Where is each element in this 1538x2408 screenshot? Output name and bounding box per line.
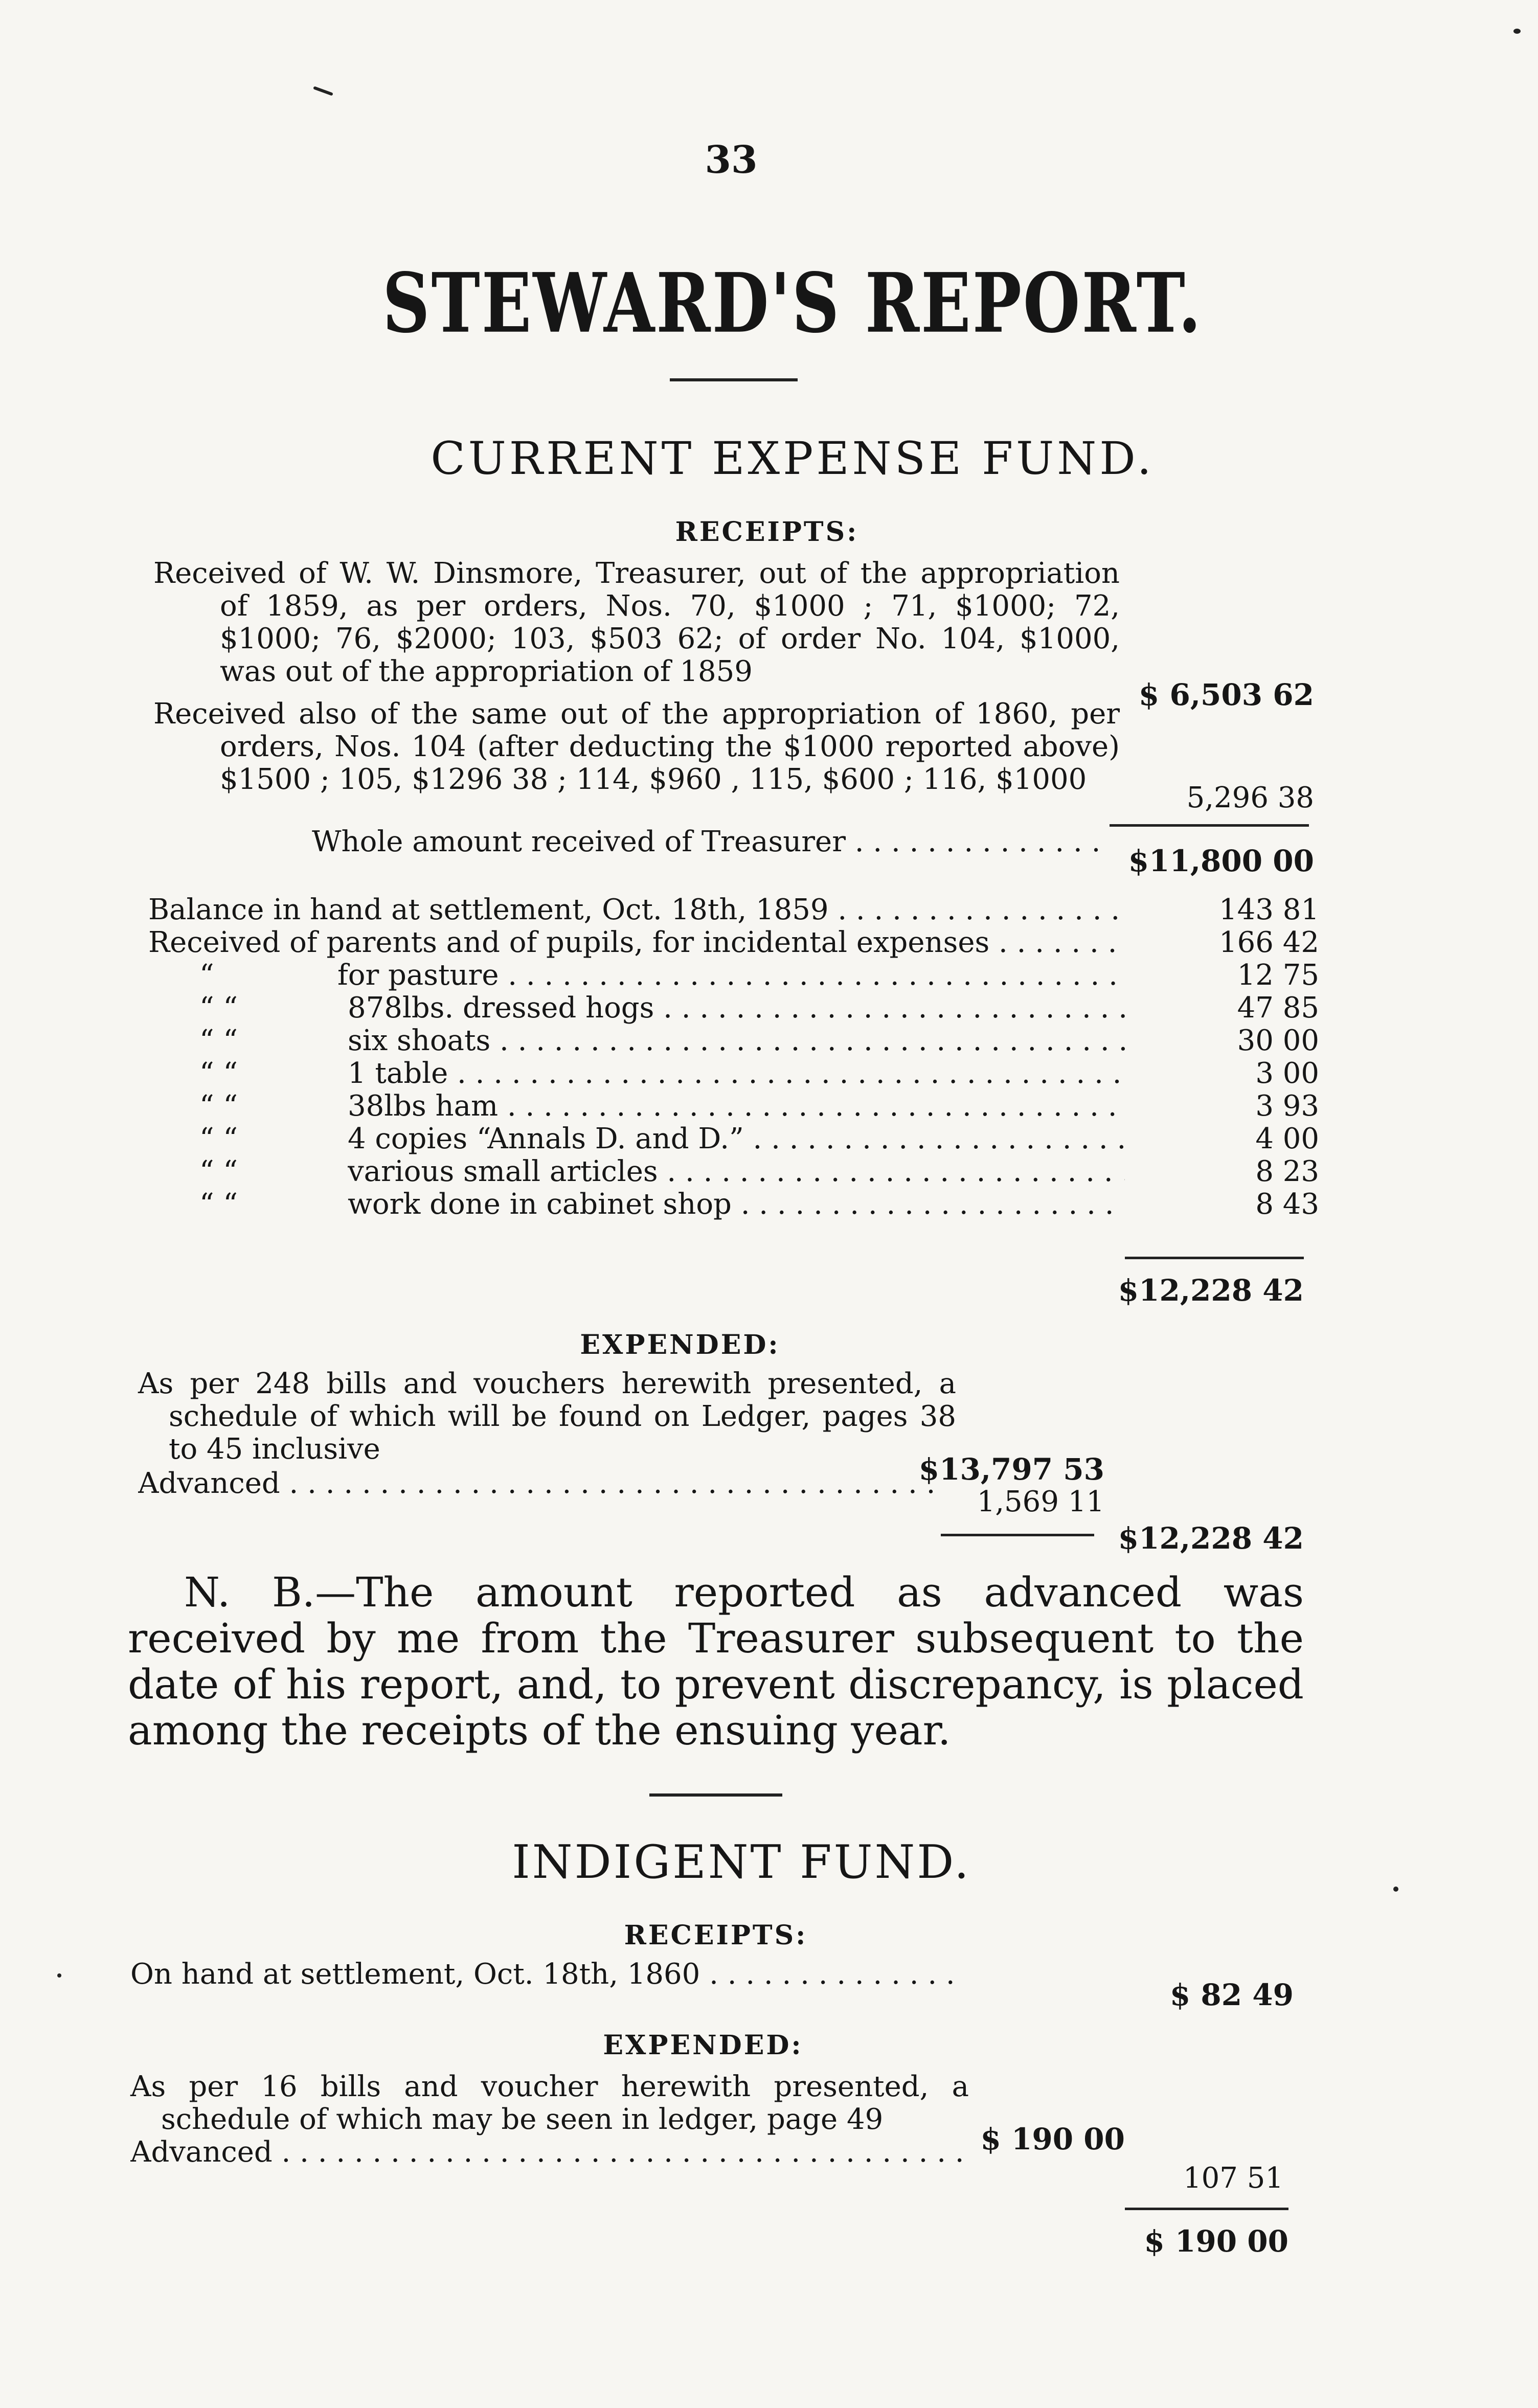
ditto-mark: “ “ bbox=[199, 1089, 238, 1123]
list-item-amount: 12 75 bbox=[1237, 959, 1319, 992]
list-item bbox=[148, 1155, 1319, 1188]
ditto-mark: “ “ bbox=[199, 991, 238, 1025]
page-number: 33 bbox=[705, 138, 758, 182]
list-item bbox=[148, 926, 1319, 959]
list-item bbox=[148, 1188, 1319, 1221]
ditto-mark: “ “ bbox=[199, 1188, 238, 1221]
scan-speck bbox=[57, 1973, 61, 1978]
list-item-amount: 166 42 bbox=[1219, 926, 1319, 959]
advanced-amount: 1,569 11 bbox=[977, 1485, 1104, 1518]
list-item-amount: 47 85 bbox=[1237, 991, 1319, 1025]
note-paragraph: N. B.—The amount reported as advanced was received by me from the Treasurer subsequent to the date of his report, and, to prevent discrepancy, is placed among the receipts of the ensuing year. bbox=[128, 1569, 1304, 1754]
other-receipts-list bbox=[148, 894, 1319, 1221]
receipt-entry-2 bbox=[153, 698, 1120, 796]
subtotal-rule-2 bbox=[1125, 1257, 1304, 1259]
list-item-label: 38lbs ham . . . bbox=[348, 1090, 1125, 1123]
advanced-label: Advanced . . . bbox=[138, 1467, 936, 1500]
list-item-amount: 3 93 bbox=[1255, 1089, 1319, 1123]
expended-entry bbox=[138, 1368, 956, 1466]
expended-rule bbox=[941, 1534, 1094, 1536]
title-rule bbox=[670, 378, 798, 381]
indigent-fund-heading: INDIGENT FUND. bbox=[512, 1835, 971, 1889]
expended-entry-text: As per 248 bills and vouchers herewith presented, a schedule of which will be found on Ledger, pages 38 to 45 inclusive bbox=[138, 1367, 956, 1466]
whole-amount-row bbox=[312, 826, 1110, 858]
list-item bbox=[148, 1123, 1319, 1155]
whole-amount-label: Whole amount received of Treasurer . . . bbox=[312, 826, 1110, 858]
list-item-amount: 3 00 bbox=[1255, 1057, 1319, 1090]
list-item-label: various small articles . . . bbox=[348, 1155, 1125, 1188]
advanced-row bbox=[138, 1467, 936, 1500]
list-item-amount: 30 00 bbox=[1237, 1024, 1319, 1057]
ditto-mark: “ “ bbox=[199, 1057, 238, 1090]
receipt-entry-2-amount: 5,296 38 bbox=[1186, 781, 1314, 814]
list-item bbox=[148, 1090, 1319, 1123]
subtotal-rule-1 bbox=[1110, 824, 1309, 827]
indigent-receipts-label: RECEIPTS: bbox=[624, 1920, 808, 1951]
indigent-advanced-label: Advanced . . . bbox=[130, 2136, 964, 2169]
list-item-label: six shoats . . . bbox=[348, 1025, 1125, 1057]
list-item bbox=[148, 894, 1319, 926]
ditto-mark: “ “ bbox=[199, 1122, 238, 1155]
receipt-entry-1-text: Received of W. W. Dinsmore, Treasurer, out of the appropriation of 1859, as per orders, Nos. 70, $1000 ; 71, $1000; 72, $1000; 76, $2000; 103, $503 62; of order No. 104, $1000, was out of the appropriation of 1859 bbox=[153, 557, 1120, 688]
indigent-expended-text: As per 16 bills and voucher herewith presented, a schedule of which may be seen in ledger, page 49 bbox=[130, 2070, 969, 2136]
indigent-expended-entry bbox=[130, 2071, 969, 2136]
indigent-expended-amount: $ 190 00 bbox=[980, 2122, 1125, 2156]
report-title: STEWARD'S REPORT. bbox=[382, 256, 1203, 352]
on-hand-label: On hand at settlement, Oct. 18th, 1860 . . . bbox=[130, 1958, 964, 1991]
receipt-entry-2-text: Received also of the same out of the appropriation of 1860, per orders, Nos. 104 (after deducting the $1000 reported above) $1500 ; 105, $1296 38 ; 114, $960 , 115, $600 ; 116, $1000 bbox=[153, 697, 1120, 796]
list-item bbox=[148, 1057, 1319, 1090]
list-item-label: 878lbs. dressed hogs . . . bbox=[348, 992, 1125, 1025]
list-item-amount: 4 00 bbox=[1255, 1122, 1319, 1155]
list-item-label: work done in cabinet shop . . . bbox=[348, 1188, 1125, 1221]
list-item bbox=[148, 992, 1319, 1025]
indigent-total-rule bbox=[1125, 2208, 1288, 2210]
receipt-entry-1 bbox=[153, 557, 1120, 688]
scan-speck bbox=[313, 86, 333, 96]
receipt-entry-1-amount: $ 6,503 62 bbox=[1138, 677, 1314, 712]
on-hand-amount: $ 82 49 bbox=[1169, 1978, 1294, 2012]
list-item-amount: 8 43 bbox=[1255, 1188, 1319, 1221]
indigent-total: $ 190 00 bbox=[1144, 2224, 1288, 2259]
ditto-mark: “ bbox=[199, 959, 214, 992]
list-item-label: Received of parents and of pupils, for incidental expenses . . . bbox=[148, 926, 1125, 959]
list-item bbox=[148, 1025, 1319, 1057]
indigent-advanced-amount: 107 51 bbox=[1183, 2162, 1283, 2195]
expended-amount: $13,797 53 bbox=[918, 1452, 1104, 1487]
ditto-mark: “ “ bbox=[199, 1155, 238, 1188]
list-item-amount: 8 23 bbox=[1255, 1155, 1319, 1188]
list-item-label: Balance in hand at settlement, Oct. 18th, 1859 . . . bbox=[148, 894, 1125, 926]
list-item bbox=[148, 959, 1319, 992]
list-item-label: for pasture . . . bbox=[337, 959, 1125, 992]
indigent-advanced-row bbox=[130, 2136, 964, 2169]
on-hand-row bbox=[130, 1958, 964, 1991]
list-item-label: 4 copies “Annals D. and D.” . . . bbox=[348, 1123, 1125, 1155]
section-rule bbox=[649, 1793, 782, 1797]
receipts-total: $12,228 42 bbox=[1118, 1273, 1304, 1308]
scan-speck bbox=[1513, 29, 1521, 34]
expended-total: $12,228 42 bbox=[1118, 1521, 1304, 1556]
current-expense-fund-heading: CURRENT EXPENSE FUND. bbox=[431, 432, 1155, 485]
list-item-label: 1 table . . . bbox=[348, 1057, 1125, 1090]
expended-label: EXPENDED: bbox=[580, 1329, 780, 1360]
receipts-label: RECEIPTS: bbox=[675, 516, 859, 548]
scan-speck bbox=[1393, 1887, 1398, 1892]
whole-amount-value: $11,800 00 bbox=[1128, 844, 1314, 878]
ditto-mark: “ “ bbox=[199, 1024, 238, 1057]
indigent-expended-label: EXPENDED: bbox=[603, 2030, 803, 2061]
list-item-amount: 143 81 bbox=[1219, 893, 1319, 926]
